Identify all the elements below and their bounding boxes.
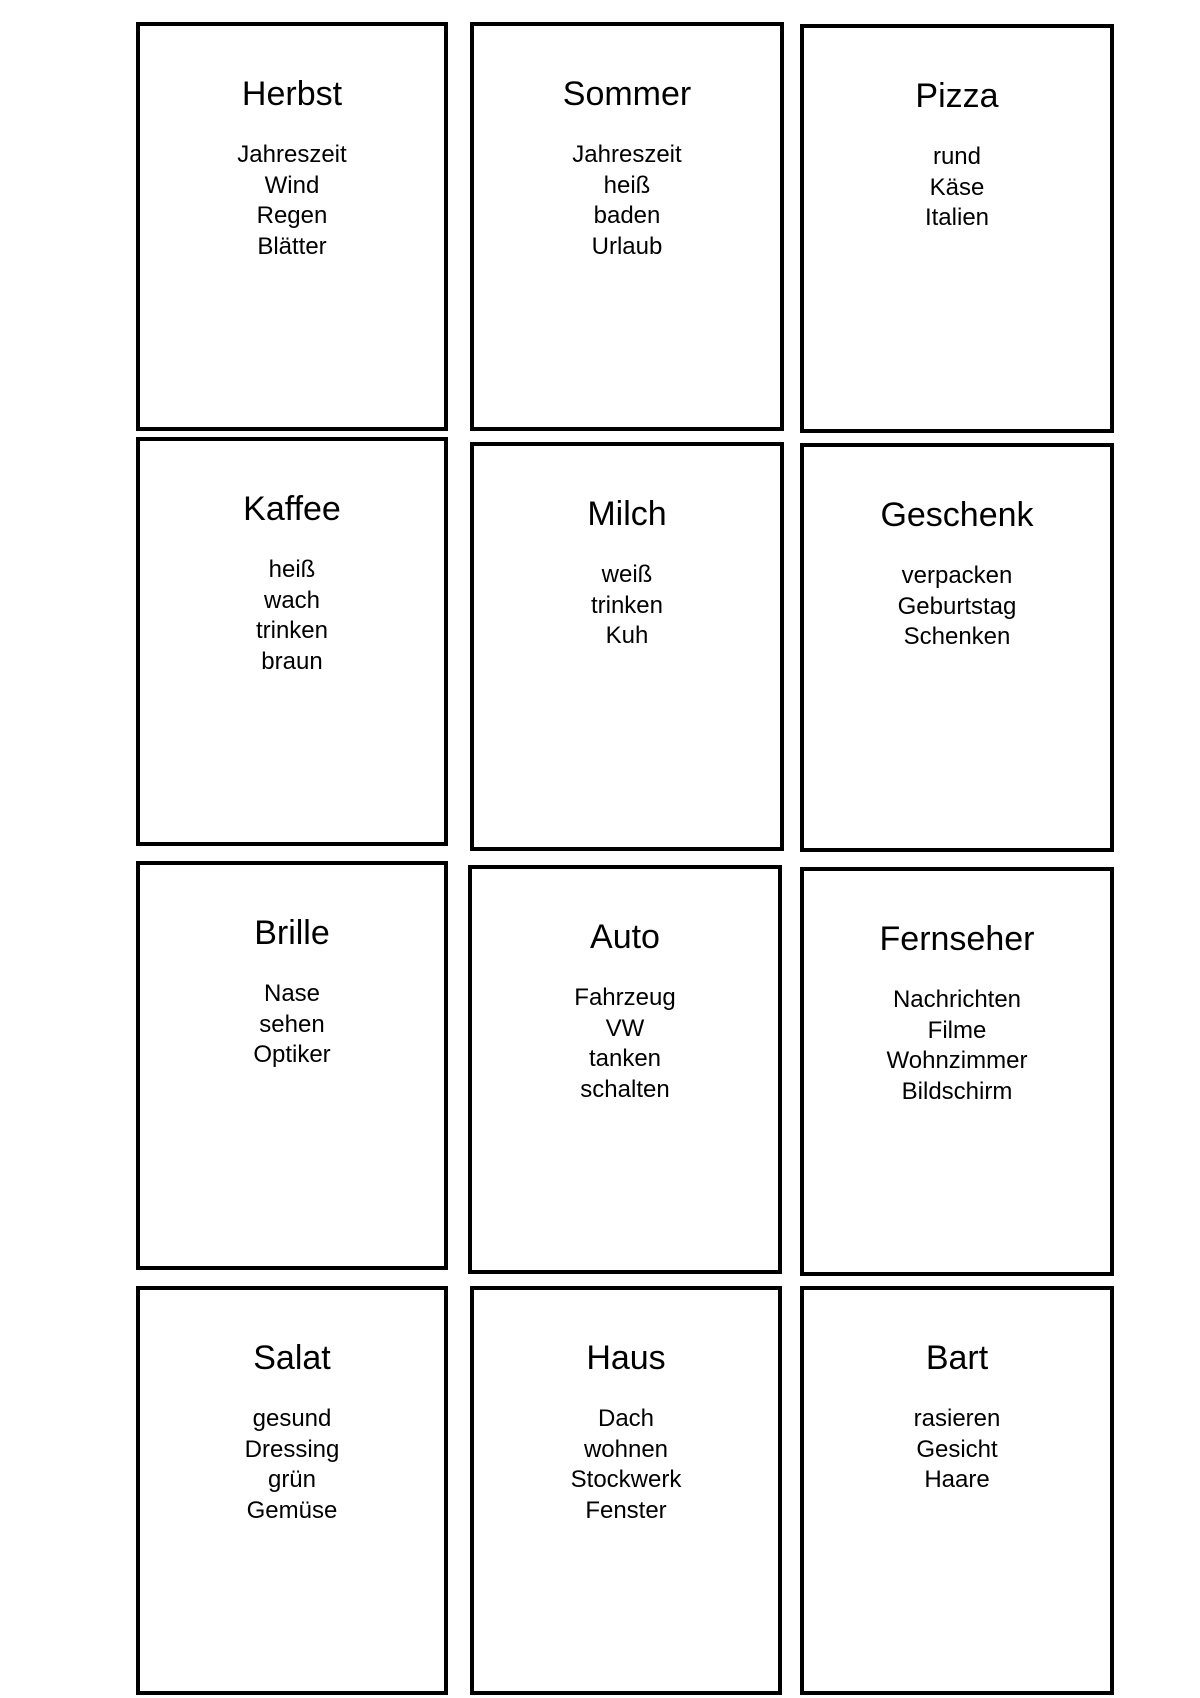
card-word: Bildschirm: [901, 1077, 1013, 1105]
card-fernseher: [800, 867, 1114, 1276]
card-word: Nase: [263, 980, 321, 1008]
card-word: Wohnzimmer: [886, 1047, 1028, 1075]
card-title: Bart: [925, 1339, 989, 1377]
card-word: Geburtstag: [897, 592, 1017, 620]
card-title: Sommer: [562, 75, 692, 113]
card-word-list: [474, 140, 780, 262]
card-bart: [800, 1286, 1114, 1695]
card-word: Gesicht: [916, 1435, 998, 1463]
card-title: Auto: [590, 918, 660, 956]
card-word: Fenster: [585, 1496, 667, 1524]
card-herbst: [136, 22, 448, 431]
card-salat: [136, 1286, 448, 1695]
card-word: Käse: [929, 173, 985, 201]
card-word: Jahreszeit: [572, 141, 682, 169]
card-word: rasieren: [913, 1405, 1001, 1433]
card-haus: [470, 1286, 782, 1695]
card-word: schalten: [580, 1075, 670, 1103]
card-word-list: [474, 560, 780, 652]
card-title: Milch: [587, 495, 667, 533]
card-word: Optiker: [253, 1041, 331, 1069]
card-title: Salat: [253, 1339, 331, 1377]
card-word: tanken: [588, 1045, 662, 1073]
card-word-list: [140, 555, 444, 677]
card-word: heiß: [268, 556, 316, 584]
card-word: Dach: [597, 1405, 655, 1433]
card-word: trinken: [255, 617, 329, 645]
card-title: Brille: [254, 914, 330, 952]
card-word: weiß: [601, 561, 653, 589]
card-word: baden: [593, 202, 661, 230]
card-word-list: [140, 979, 444, 1071]
card-pizza: [800, 24, 1114, 433]
card-word: Stockwerk: [570, 1466, 682, 1494]
card-word: Filme: [927, 1016, 987, 1044]
card-sommer: [470, 22, 784, 431]
card-word: gesund: [252, 1405, 332, 1433]
card-auto: [468, 865, 782, 1274]
card-brille: [136, 861, 448, 1270]
card-word: trinken: [590, 591, 664, 619]
card-word: Fahrzeug: [574, 984, 676, 1012]
card-word: Urlaub: [591, 232, 663, 260]
card-title: Herbst: [241, 75, 343, 113]
card-word: wach: [263, 586, 321, 614]
card-word: Blätter: [257, 232, 327, 260]
card-word-list: [474, 1404, 778, 1526]
card-word: Wind: [264, 171, 320, 199]
card-word: Haare: [924, 1466, 990, 1494]
card-geschenk: [800, 443, 1114, 852]
card-word: Gemüse: [246, 1496, 338, 1524]
card-word-list: [804, 1404, 1110, 1496]
card-word: Kuh: [605, 622, 649, 650]
card-title: Fernseher: [879, 920, 1035, 958]
card-word: wohnen: [583, 1435, 669, 1463]
card-word: VW: [605, 1014, 645, 1042]
card-word: grün: [267, 1466, 317, 1494]
card-word: heiß: [603, 171, 651, 199]
card-kaffee: [136, 437, 448, 846]
card-title: Geschenk: [880, 496, 1034, 534]
card-word: sehen: [259, 1010, 325, 1038]
card-milch: [470, 442, 784, 851]
card-word-list: [140, 1404, 444, 1526]
card-word: Dressing: [244, 1435, 340, 1463]
card-word-list: [804, 142, 1110, 234]
card-word-list: [804, 985, 1110, 1107]
card-title: Kaffee: [243, 490, 341, 528]
card-word: rund: [932, 143, 982, 171]
card-word-list: [472, 983, 778, 1105]
card-title: Pizza: [915, 77, 999, 115]
card-title: Haus: [586, 1339, 666, 1377]
card-word: Regen: [256, 202, 328, 230]
card-word: Schenken: [903, 623, 1011, 651]
card-word: Jahreszeit: [237, 141, 347, 169]
card-word: braun: [261, 647, 323, 675]
card-word: Nachrichten: [892, 986, 1022, 1014]
card-word-list: [140, 140, 444, 262]
card-word-list: [804, 561, 1110, 653]
card-word: Italien: [924, 204, 990, 232]
card-word: verpacken: [901, 562, 1013, 590]
